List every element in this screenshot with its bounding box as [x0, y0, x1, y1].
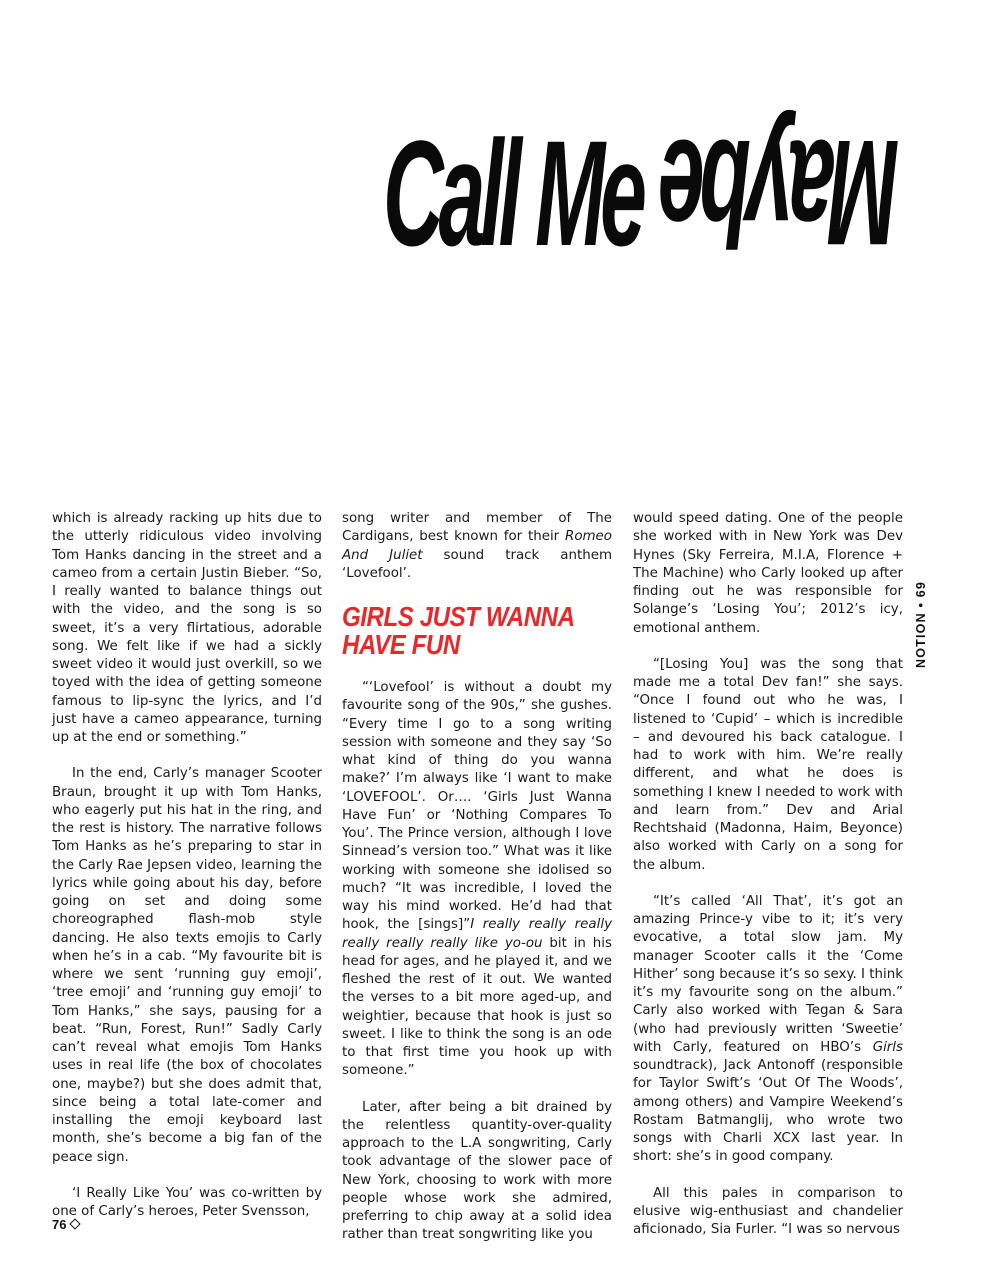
paragraph: Later, after being a bit drained by the relentless quantity-over-quality approach to the L.A songwriting, Carly took advantage of the slower pace of New York, choosing to work with more people whose work she admired, preferring to chip away at a solid idea rather than treat songwriting like you — [342, 1099, 612, 1243]
paragraph: ‘I Really Like You’ was co-written by one of Carly’s heroes, Peter Svensson, — [52, 1185, 322, 1219]
article-column-1 — [52, 510, 322, 1221]
paragraph: would speed dating. One of the people she worked with in New York was Dev Hynes (Sky Ferreira, M.I.A, Florence + The Machine) who Carly looked up after finding out he was responsible for Solange’s ‘Losing You’; 2012’s icy, emotional anthem. — [633, 511, 903, 636]
paragraph: “‘Lovefool’ is without a doubt my favourite song of the 90s,” she gushes. “Every time I go to a song writing session with someone and they say ‘So what kind of thing do you wanna make?’ I’m always like ‘I want to make ‘LOVEFOOL’. Or…. ‘Girls Just Wanna Have Fun’ or ‘Nothing Compares To You’. The Prince version, although I love Sinnead’s version too.” What was it like working with someone she idolised so much? “It was incredible, I loved the way his mind worked. He’d had that hook, the [sings]”I really really really really really really like yo-ou bit in his head for ages, and he played it, and we fleshed the rest of it out. We wanted the verses to a bit more aged-up, and weightier, because that hook is just so sweet. I like to think the song is an ode to that first time you hook up with someone.” — [342, 680, 612, 1079]
article-column-3 — [633, 510, 903, 1239]
paragraph: All this pales in comparison to elusive wig-enthusiast and chandelier aficionado, Sia Furler. “I was so nervous — [633, 1185, 903, 1237]
headline-part1: Call Me — [383, 109, 642, 277]
paragraph: which is already racking up hits due to the utterly ridiculous video involving Tom Hanks dancing in the street and a cameo from a certain Justin Bieber. “So, I really wanted to balance things out with the video, and the song is so sweet, it’s a very flirtatious, adorable song. We felt like if we had a sickly sweet video it would just overkill, so we toyed with the idea of getting someone famous to lip-sync the lyrics, and I’d just have a cameo appearance, turning up at the end or something.” — [52, 511, 322, 745]
section-subheading: GIRLS JUST WANNA HAVE FUN — [342, 601, 574, 660]
headline — [383, 109, 900, 277]
paragraph: “[Losing You] was the song that made me a total Dev fan!” she says. “Once I found out who he was, I listened to ‘Cupid’ – which is incredible – and devoured his back catalogue. I had to work with him. We’re really different, and what he does is something I knew I needed to work with and learn from.” Dev and Arial Rechtshaid (Madonna, Haim, Beyonce) also worked with Carly on a song for the album. — [633, 656, 903, 873]
sidebar-folio: NOTION • 69 — [914, 580, 928, 668]
paragraph: song writer and member of The Cardigans, best known for their Romeo And Juliet sound track anthem ‘Lovefool’. — [342, 511, 612, 581]
page-number: 76 — [52, 1217, 79, 1232]
paragraph: “It’s called ‘All That’, it’s got an amazing Prince-y vibe to it; it’s very evocative, a total slow jam. My manager Scooter calls it the ‘Come Hither’ song because it’s so sexy. I think it’s my favourite song on the album.” Carly also worked with Tegan & Sara (who had previously written ‘Sweetie’ with Carly, featured on HBO’s Girls soundtrack), Jack Antonoff (responsible for Taylor Swift’s ‘Out Of The Woods’, among others) and Vampire Weekend’s Rostam Batmanglij, who wrote two songs with Charli XCX last year. In short: she’s in good company. — [633, 893, 903, 1165]
paragraph: In the end, Carly’s manager Scooter Braun, brought it up with Tom Hanks, who eagerly put his hat in the ring, and the rest is history. The narrative follows Tom Hanks as he’s preparing to star in the Carly Rae Jepsen video, learning the lyrics while going about his day, before going on set and doing some choreographed flash-mob style dancing. He also texts emojis to Carly when he’s in a cab. “My favourite bit is where we sent ‘running guy emoji’, ‘tree emoji’ and ‘running guy emoji’ to Tom Hanks,” she says, pausing for a beat. “Run, Forest, Run!” Sadly Carly can’t reveal what emojis Tom Hanks uses in real life (the box of chocolates one, maybe?) but she does admit that, since being a total late-comer and installing the emoji keyboard last month, she’s become a big fan of the peace sign. — [52, 766, 322, 1165]
diamond-icon — [70, 1218, 81, 1229]
headline-part2-flipped: Maybe — [663, 109, 900, 277]
article-column-2 — [342, 510, 612, 1245]
